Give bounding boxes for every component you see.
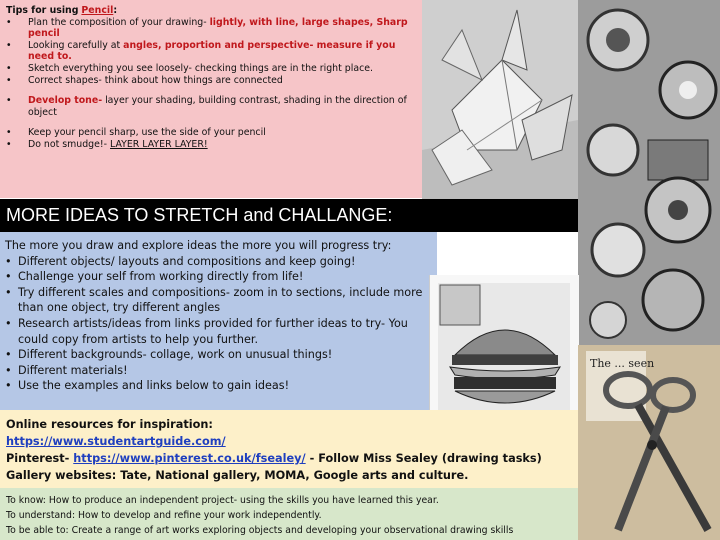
tip-item: • Plan the composition of your drawing- lightly, with line, large shapes, Sharp pencil xyxy=(6,17,416,40)
idea-item: • Different objects/ layouts and compositions and keep going! xyxy=(5,254,433,270)
challenge-banner: MORE IDEAS TO STRETCH and CHALLANGE: xyxy=(0,199,578,232)
idea-item: • Research artists/ideas from links provided for further ideas to try- You could copy from artists to help you further. xyxy=(5,316,433,347)
scissors-drawing-image xyxy=(578,345,720,540)
scissors-illustration xyxy=(578,345,720,540)
tips-list xyxy=(6,17,416,87)
tip-item: • Keep your pencil sharp, use the side of your pencil xyxy=(6,127,416,139)
idea-item: • Try different scales and compositions- zoom in to sections, include more than one object, try different angles xyxy=(5,285,433,316)
objective-line: To know: How to produce an independent project- using the skills you have learned this year. xyxy=(6,495,439,506)
idea-item: • Different materials! xyxy=(5,363,433,379)
gears-drawing-image xyxy=(578,0,720,345)
tips-title: Tips for using Pencil: xyxy=(6,5,118,16)
objective-line: To be able to: Create a range of art works exploring objects and developing your observational drawing skills xyxy=(6,525,514,537)
scissors-caption: The ... seen xyxy=(590,357,655,370)
resources-heading: Online resources for inspiration: xyxy=(6,418,213,431)
origami-illustration xyxy=(422,0,578,199)
origami-drawing-image xyxy=(422,0,578,199)
idea-item: • Use the examples and links below to gain ideas! xyxy=(5,378,433,394)
tip-item: • Correct shapes- think about how things are connected xyxy=(6,75,416,87)
tip-item: • Do not smudge!- LAYER LAYER LAYER! xyxy=(6,139,416,151)
objective-line: To understand: How to develop and refine your work independently. xyxy=(6,510,322,522)
ideas-intro: The more you draw and explore ideas the more you will progress try: xyxy=(5,239,392,252)
ideas-list xyxy=(5,254,433,394)
ideas-panel xyxy=(0,232,437,410)
tip-item: • Sketch everything you see loosely- checking things are in the right place. xyxy=(6,63,416,75)
gears-illustration xyxy=(578,0,720,345)
tip-item-develop-tone: • Develop tone- layer your shading, building contrast, shading in the direction of object xyxy=(6,95,416,118)
pinterest-link[interactable]: https://www.pinterest.co.uk/fsealey/ xyxy=(73,452,306,465)
gallery-websites-line: Gallery websites: Tate, National gallery, MOMA, Google arts and culture. xyxy=(6,469,469,482)
idea-item: • Challenge your self from working directly from life! xyxy=(5,269,433,285)
resources-panel xyxy=(0,410,578,488)
pencil-tips-panel xyxy=(0,0,422,198)
tips-title-pencil: Pencil xyxy=(81,5,114,16)
studentartguide-link[interactable]: https://www.studentartguide.com/ xyxy=(6,435,226,448)
learning-objectives-panel xyxy=(0,488,578,540)
idea-item: • Different backgrounds- collage, work on unusual things! xyxy=(5,347,433,363)
pinterest-line: Pinterest- https://www.pinterest.co.uk/fsealey/ - Follow Miss Sealey (drawing tasks) xyxy=(6,452,542,465)
tip-item: • Looking carefully at angles, proportion and perspective- measure if you need to. xyxy=(6,40,416,63)
